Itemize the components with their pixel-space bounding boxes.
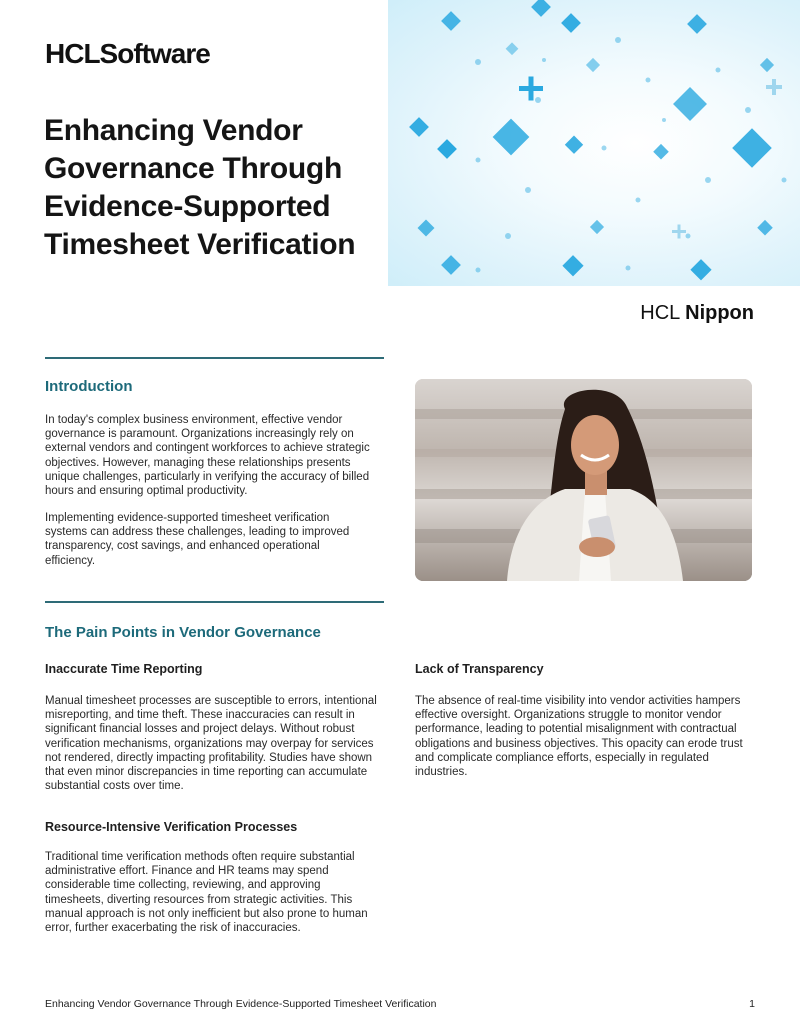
brand-name: Nippon xyxy=(685,302,754,324)
intro-heading: Introduction xyxy=(45,378,133,395)
title-line: Enhancing Vendor xyxy=(44,114,303,147)
pain-item-body: The absence of real-time visibility into vendor activities hampers effective oversight. Organizations struggle to monitor vendor performance, leading to potential misalignment with contractual obligations and business objectives. This opacity can erode trust and complicate compliance efforts, especially in regulated industries. xyxy=(415,695,743,779)
hcl-software-logo xyxy=(45,38,210,70)
pain-item-title: Resource-Intensive Verification Processes xyxy=(45,820,298,834)
photo-illustration xyxy=(415,379,752,581)
pain-points-heading: The Pain Points in Vendor Governance xyxy=(45,624,321,641)
particle-burst-graphic xyxy=(388,0,800,286)
logo-part-software: Software xyxy=(99,38,210,69)
intro-paragraph-2: Implementing evidence-supported timesheet verification systems can address these challenges, leading to improved transparency, cost savings, and enhanced operational efficiency. xyxy=(45,512,350,567)
intro-paragraph-1: In today's complex business environment, effective vendor governance is paramount. Organizations increasingly rely on external vendors and contingent workforces to achieve strategic objectives. However, managing these relationships presents unique challenges, particularly in verifying the accuracy of billed hours and ensuring optimal productivity. xyxy=(45,414,370,498)
title-line: Timesheet Verification xyxy=(44,228,356,261)
hero-decorative-graphic xyxy=(388,0,800,286)
hcl-nippon-brand xyxy=(640,302,754,325)
pain-item-body: Manual timesheet processes are susceptible to errors, intentional misreporting, and time theft. These inaccuracies can result in significant financial losses and project delays. Without robust verification mechanisms, organizations may overpay for services not rendered, directly impacting profitability. Studies have shown that even minor discrepancies in time reporting can accumulate substantial costs over time. xyxy=(45,695,377,793)
page-number: 1 xyxy=(749,998,755,1010)
woman-with-phone-photo xyxy=(415,379,752,581)
page-title xyxy=(44,112,404,264)
title-line: Governance Through xyxy=(44,152,342,185)
section-divider xyxy=(45,357,384,359)
title-line: Evidence-Supported xyxy=(44,190,331,223)
footer-title: Enhancing Vendor Governance Through Evidence-Supported Timesheet Verification xyxy=(45,998,437,1010)
brand-prefix: HCL xyxy=(640,302,680,324)
pain-item-title: Lack of Transparency xyxy=(415,662,544,676)
pain-item-title: Inaccurate Time Reporting xyxy=(45,662,203,676)
logo-part-hcl: HCL xyxy=(45,38,100,69)
section-divider xyxy=(45,601,384,603)
pain-item-body: Traditional time verification methods often require substantial administrative effort. Finance and HR teams may spend considerable time collecting, reviewing, and approving timesheets, diverting resources from strategic activities. This manual approach is not only inefficient but also prone to human error, further exacerbating the risk of inaccuracies. xyxy=(45,851,368,935)
